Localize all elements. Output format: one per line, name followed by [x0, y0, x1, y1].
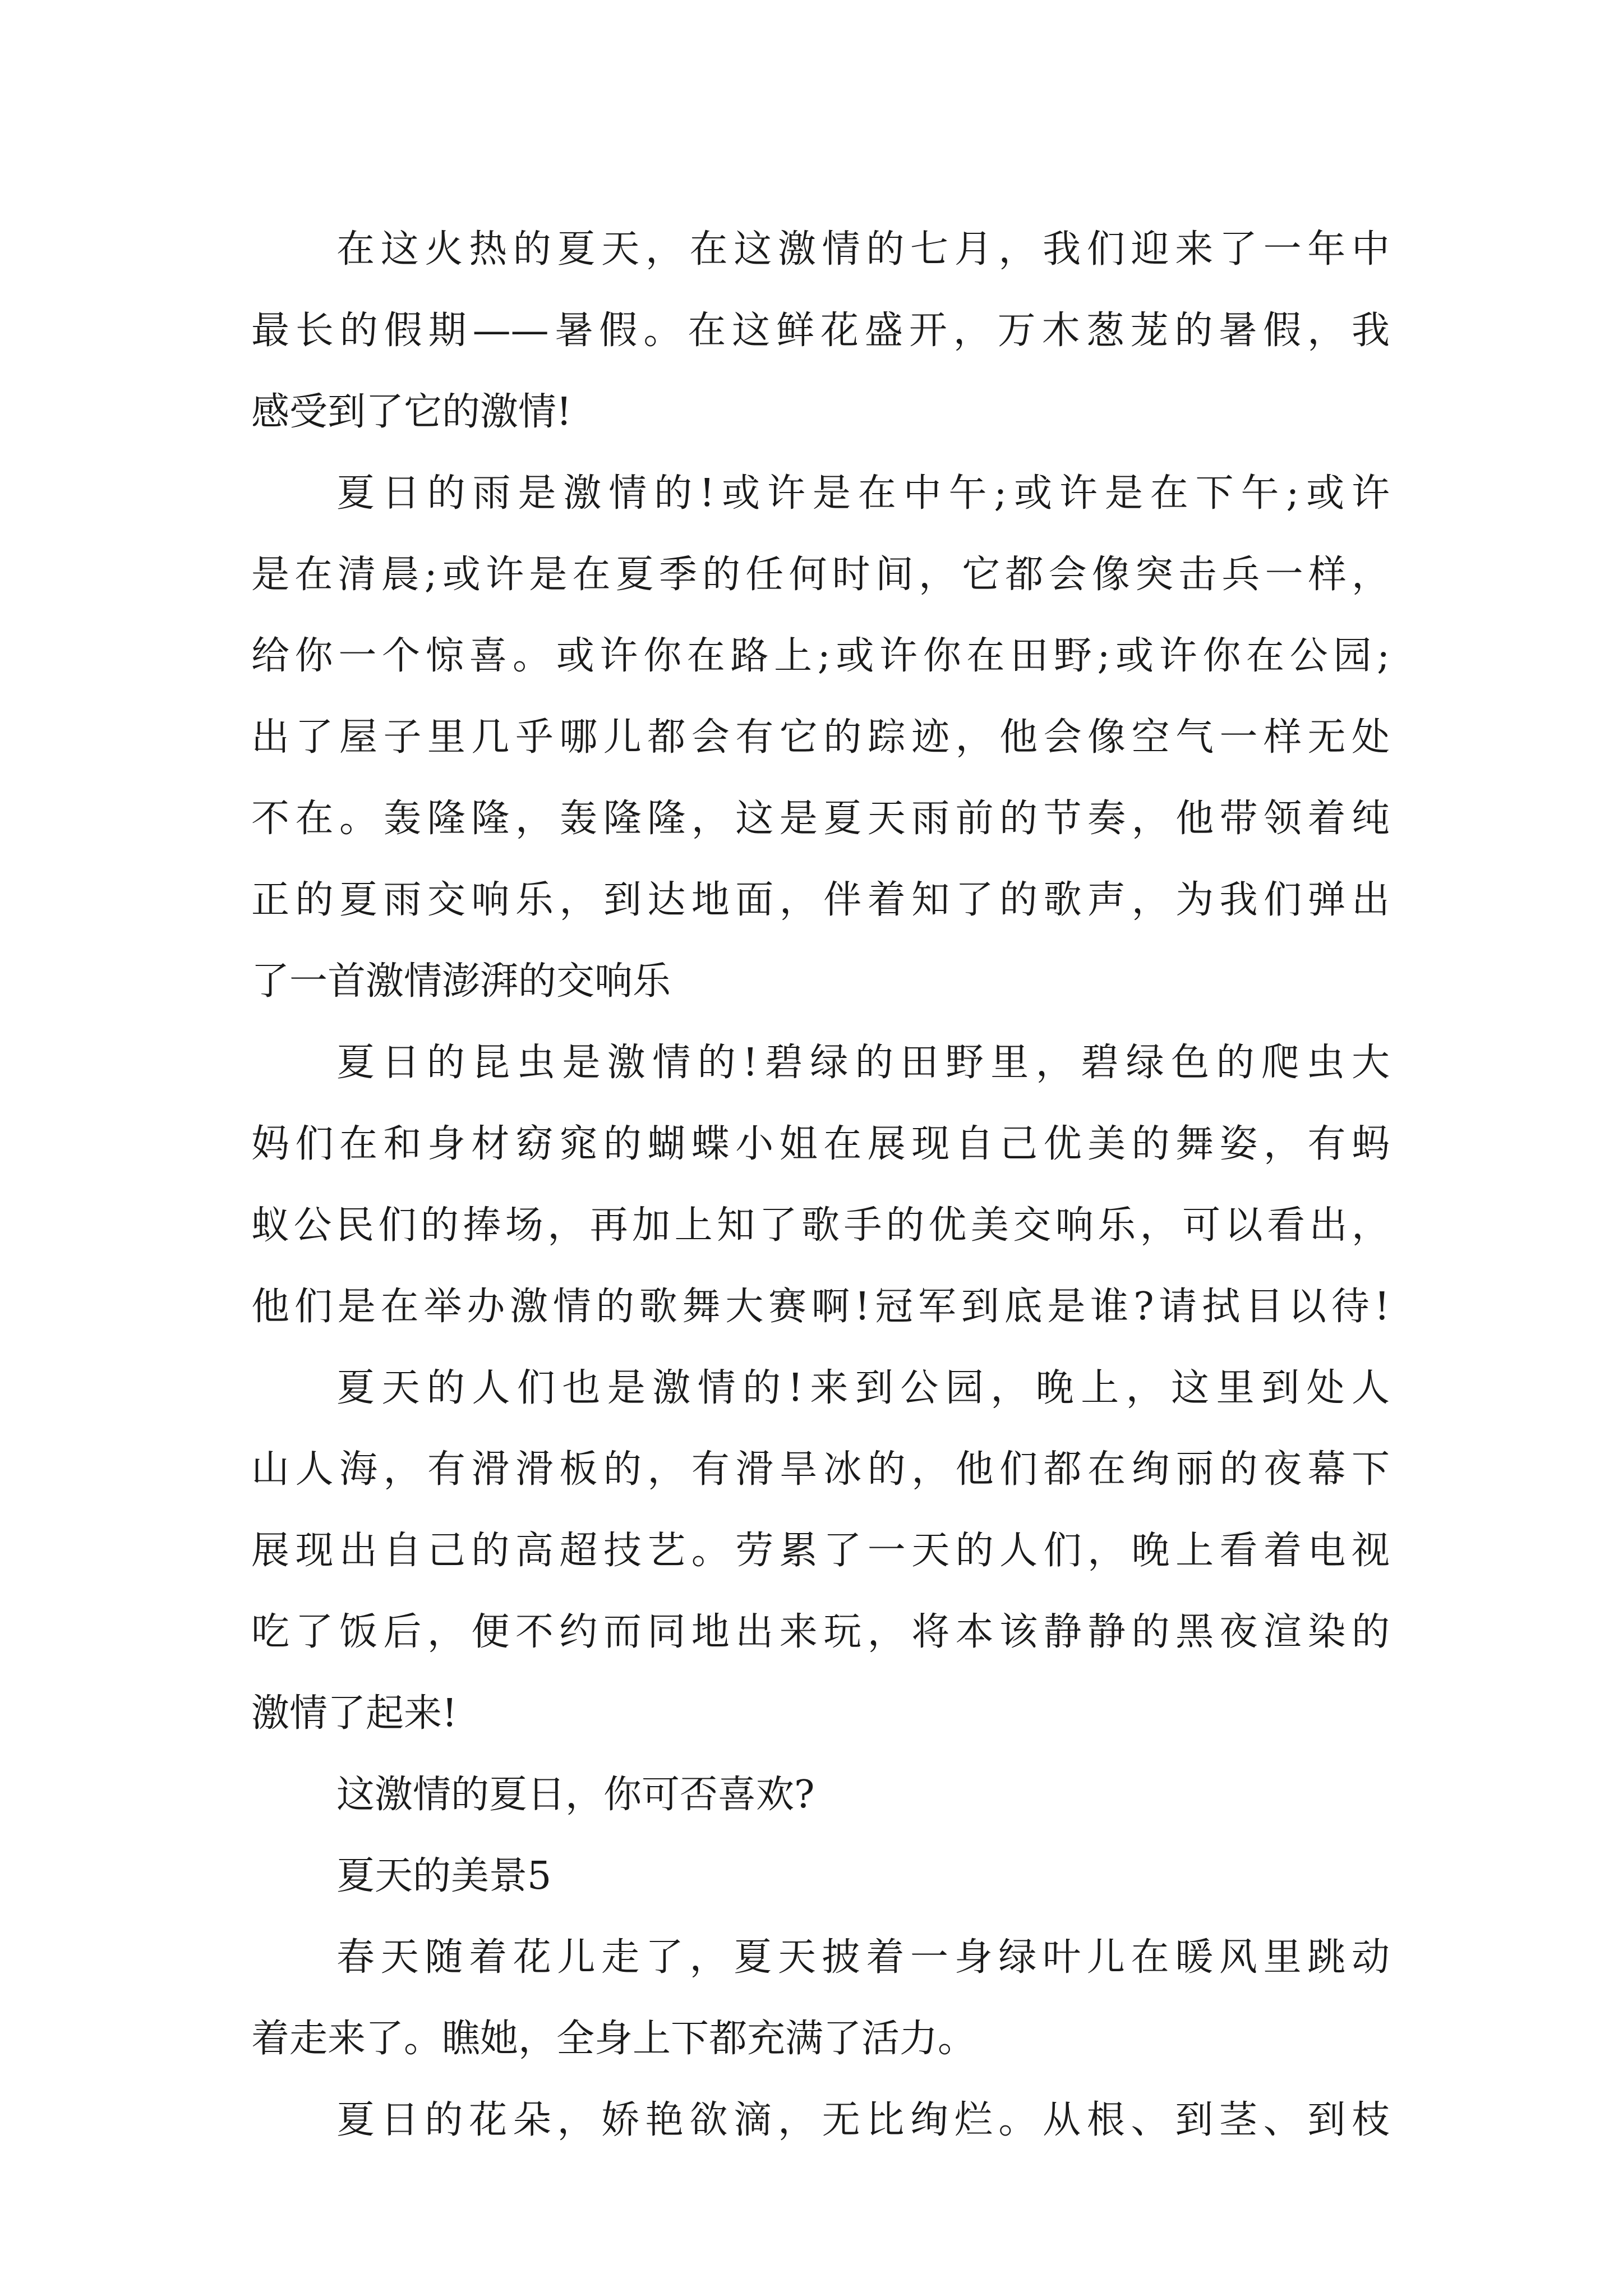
text-line: 夏天的人们也是激情的!来到公园，晚上，这里到处人: [336, 1366, 1390, 1410]
section-heading: 夏天的美景5: [336, 1854, 552, 1898]
text-line: 妈们在和身材窈窕的蝴蝶小姐在展现自己优美的舞姿，有蚂: [251, 1122, 1390, 1166]
text-line: 不在。轰隆隆，轰隆隆，这是夏天雨前的节奏，他带领着纯: [251, 797, 1390, 841]
text-line: 最长的假期——暑假。在这鲜花盛开，万木葱茏的暑假，我: [251, 309, 1390, 353]
text-line: 出了屋子里几乎哪儿都会有它的踪迹，他会像空气一样无处: [251, 715, 1390, 760]
text-line: 感受到了它的激情!: [251, 390, 572, 434]
text-line: 给你一个惊喜。或许你在路上;或许你在田野;或许你在公园;: [251, 634, 1390, 678]
text-line: 蚁公民们的捧场，再加上知了歌手的优美交响乐，可以看出，: [251, 1203, 1390, 1248]
text-line: 展现出自己的高超技艺。劳累了一天的人们，晚上看着电视: [251, 1529, 1390, 1573]
text-line: 着走来了。瞧她，全身上下都充满了活力。: [251, 2017, 976, 2061]
text-line: 是在清晨;或许是在夏季的任何时间，它都会像突击兵一样，: [251, 553, 1390, 597]
text-line: 山人海，有滑滑板的，有滑旱冰的，他们都在绚丽的夜幕下: [251, 1447, 1390, 1492]
text-line: 夏日的昆虫是激情的!碧绿的田野里，碧绿色的爬虫大: [336, 1041, 1390, 1085]
text-line: 激情了起来!: [251, 1691, 458, 1736]
text-line: 在这火热的夏天，在这激情的七月，我们迎来了一年中: [336, 227, 1390, 272]
text-line: 了一首激情澎湃的交响乐: [251, 959, 671, 1004]
text-line: 夏日的花朵，娇艳欲滴，无比绚烂。从根、到茎、到枝: [336, 2098, 1390, 2142]
text-line: 吃了饭后，便不约而同地出来玩，将本该静静的黑夜渲染的: [251, 1610, 1390, 1654]
text-line: 这激情的夏日，你可否喜欢?: [336, 1773, 815, 1817]
document-body: [251, 209, 1390, 2161]
text-line: 正的夏雨交响乐，到达地面，伴着知了的歌声，为我们弹出: [251, 878, 1390, 922]
text-line: 夏日的雨是激情的!或许是在中午;或许是在下午;或许: [336, 471, 1390, 516]
text-line: 春天随着花儿走了，夏天披着一身绿叶儿在暖风里跳动: [336, 1935, 1390, 1980]
text-line: 他们是在举办激情的歌舞大赛啊!冠军到底是谁?请拭目以待!: [251, 1285, 1390, 1329]
